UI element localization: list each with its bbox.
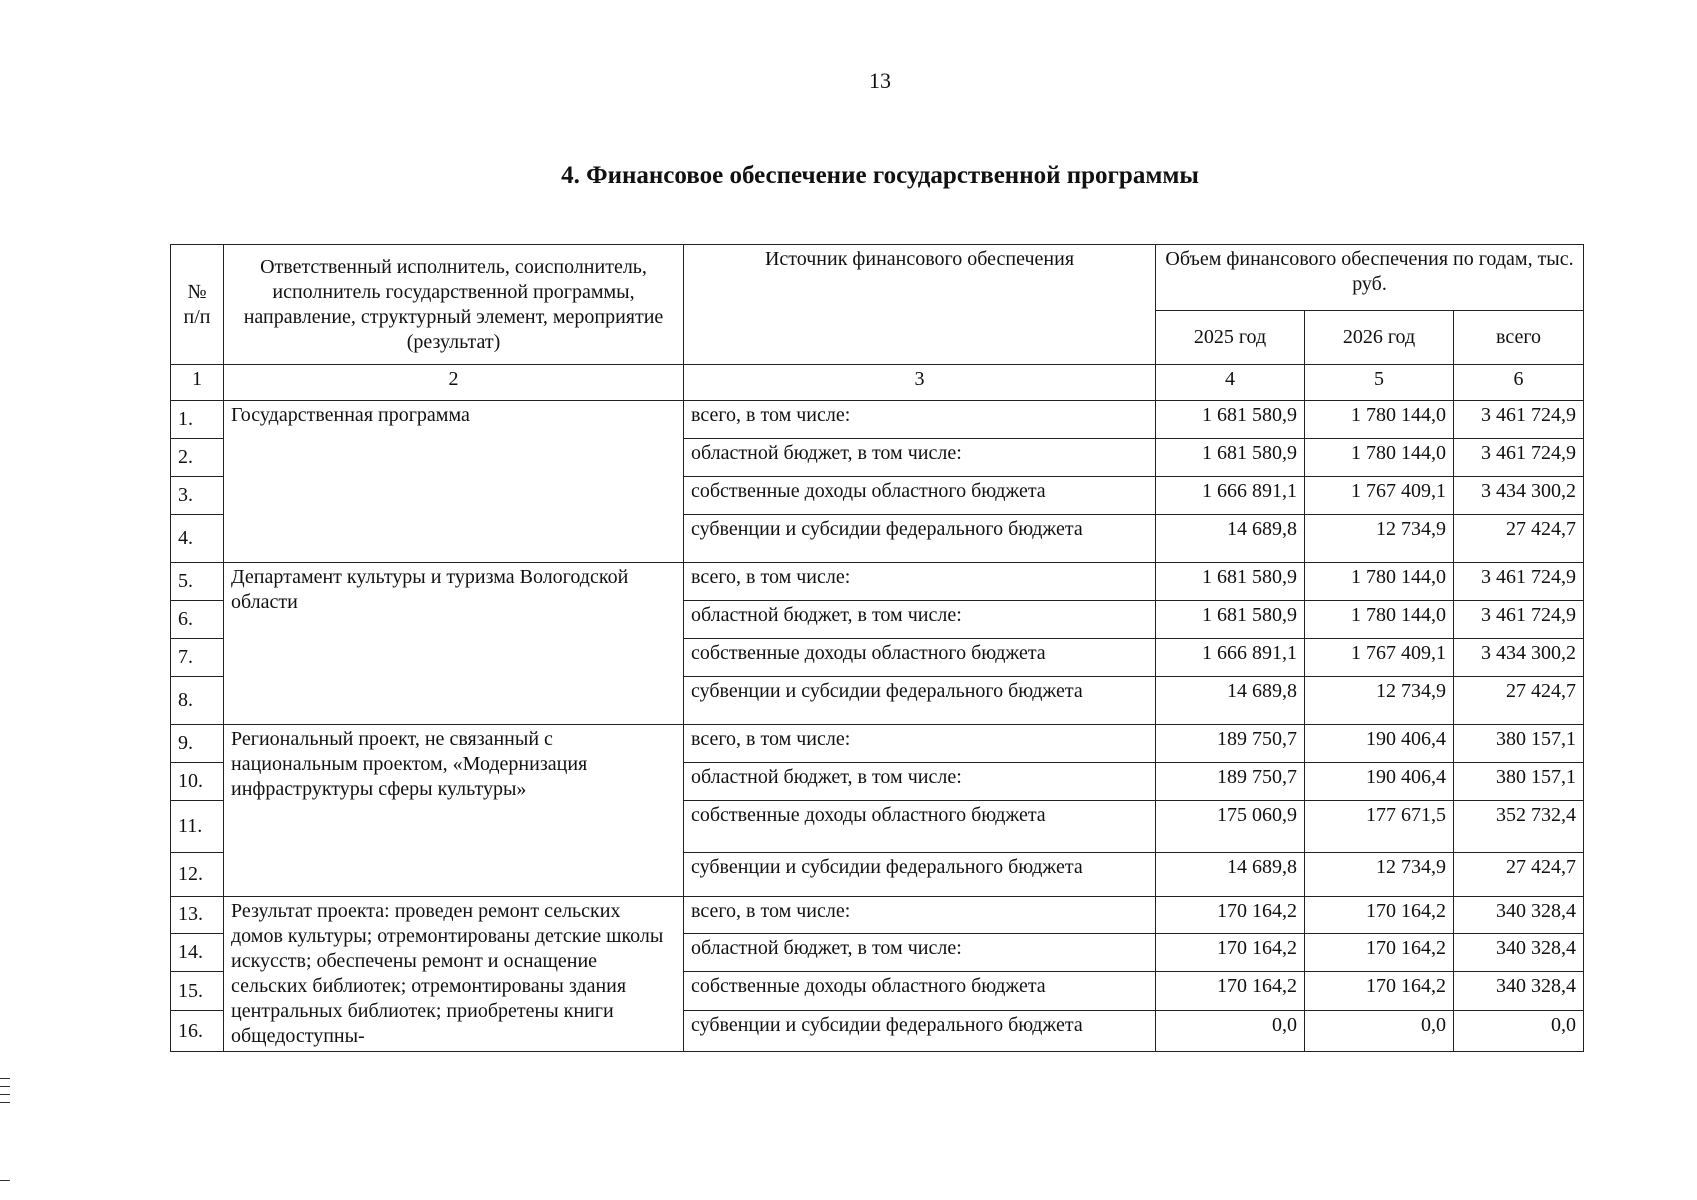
page-number: 13 [869, 68, 891, 93]
value-2025: 14 689,8 [1156, 515, 1305, 563]
source-cell: всего, в том числе: [684, 897, 1156, 934]
row-number: 10. [171, 763, 224, 801]
source-cell: собственные доходы областного бюджета [684, 801, 1156, 853]
header-volume: Объем финансового обеспечения по годам, тыс. руб. [1156, 245, 1584, 311]
value-2026: 12 734,9 [1305, 677, 1454, 725]
source-cell: собственные доходы областного бюджета [684, 972, 1156, 1011]
value-2026: 1 780 144,0 [1305, 439, 1454, 477]
margin-mark [0, 1078, 10, 1079]
value-total: 380 157,1 [1454, 763, 1584, 801]
table-row [171, 897, 1584, 934]
source-cell: всего, в том числе: [684, 563, 1156, 601]
row-number: 15. [171, 972, 224, 1011]
margin-mark [0, 1102, 10, 1103]
row-number: 9. [171, 725, 224, 763]
source-cell: областной бюджет, в том числе: [684, 933, 1156, 972]
row-number: 3. [171, 477, 224, 515]
column-number: 6 [1454, 365, 1584, 401]
source-cell: субвенции и субсидии федерального бюджета [684, 853, 1156, 897]
margin-mark [0, 1180, 10, 1181]
value-2026: 190 406,4 [1305, 763, 1454, 801]
row-number: 8. [171, 677, 224, 725]
source-cell: всего, в том числе: [684, 401, 1156, 439]
source-cell: собственные доходы областного бюджета [684, 639, 1156, 677]
value-2025: 170 164,2 [1156, 897, 1305, 934]
source-cell: всего, в том числе: [684, 725, 1156, 763]
row-number: 1. [171, 401, 224, 439]
header-num: № п/п [171, 245, 224, 365]
column-numbers-row [171, 365, 1584, 401]
row-number: 7. [171, 639, 224, 677]
value-total: 3 461 724,9 [1454, 563, 1584, 601]
value-2025: 0,0 [1156, 1011, 1305, 1052]
value-2026: 0,0 [1305, 1011, 1454, 1052]
value-total: 27 424,7 [1454, 853, 1584, 897]
responsible-cell: Государственная программа [224, 401, 684, 563]
value-2026: 1 780 144,0 [1305, 601, 1454, 639]
column-number: 4 [1156, 365, 1305, 401]
responsible-cell: Результат проекта: проведен ремонт сельских домов культуры; отремонтированы детские школы искусств; обеспечены ремонт и оснащение сельских библиотек; отремонтированы здания центральных библиотек; приобретены книги общедоступны- [224, 897, 684, 1052]
column-number: 1 [171, 365, 224, 401]
value-2026: 1 767 409,1 [1305, 477, 1454, 515]
column-number: 3 [684, 365, 1156, 401]
header-total: всего [1454, 311, 1584, 365]
value-total: 380 157,1 [1454, 725, 1584, 763]
table-body [171, 401, 1584, 1052]
margin-mark [0, 1086, 10, 1087]
responsible-cell: Департамент культуры и туризма Вологодской области [224, 563, 684, 725]
row-number: 4. [171, 515, 224, 563]
column-number: 5 [1305, 365, 1454, 401]
source-cell: субвенции и субсидии федерального бюджета [684, 515, 1156, 563]
value-2026: 190 406,4 [1305, 725, 1454, 763]
source-cell: собственные доходы областного бюджета [684, 477, 1156, 515]
value-2025: 1 681 580,9 [1156, 563, 1305, 601]
source-cell: областной бюджет, в том числе: [684, 601, 1156, 639]
table-row [171, 563, 1584, 601]
value-total: 27 424,7 [1454, 677, 1584, 725]
value-2025: 1 681 580,9 [1156, 601, 1305, 639]
value-total: 3 461 724,9 [1454, 401, 1584, 439]
value-2025: 170 164,2 [1156, 933, 1305, 972]
row-number: 12. [171, 853, 224, 897]
source-cell: областной бюджет, в том числе: [684, 763, 1156, 801]
header-year-2026: 2026 год [1305, 311, 1454, 365]
row-number: 13. [171, 897, 224, 934]
row-number: 16. [171, 1011, 224, 1052]
value-total: 352 732,4 [1454, 801, 1584, 853]
value-2026: 1 780 144,0 [1305, 401, 1454, 439]
value-2026: 1 780 144,0 [1305, 563, 1454, 601]
source-cell: субвенции и субсидии федерального бюджета [684, 1011, 1156, 1052]
header-year-2025: 2025 год [1156, 311, 1305, 365]
value-total: 27 424,7 [1454, 515, 1584, 563]
value-2025: 1 681 580,9 [1156, 401, 1305, 439]
row-number: 2. [171, 439, 224, 477]
value-2025: 1 666 891,1 [1156, 477, 1305, 515]
row-number: 6. [171, 601, 224, 639]
value-2025: 14 689,8 [1156, 853, 1305, 897]
value-2026: 170 164,2 [1305, 897, 1454, 934]
column-number: 2 [224, 365, 684, 401]
header-responsible: Ответственный исполнитель, соисполнитель, исполнитель государственной программы, направление, структурный элемент, мероприятие (результат) [224, 245, 684, 365]
value-2026: 170 164,2 [1305, 972, 1454, 1011]
table-row [171, 401, 1584, 439]
page-title: 4. Финансовое обеспечение государственной программы [561, 162, 1199, 189]
source-cell: субвенции и субсидии федерального бюджета [684, 677, 1156, 725]
header-source: Источник финансового обеспечения [684, 245, 1156, 365]
value-total: 340 328,4 [1454, 972, 1584, 1011]
value-total: 340 328,4 [1454, 933, 1584, 972]
table-row [171, 725, 1584, 763]
value-total: 3 434 300,2 [1454, 477, 1584, 515]
responsible-cell: Региональный проект, не связанный с национальным проектом, «Модернизация инфраструктуры сферы культуры» [224, 725, 684, 897]
value-total: 3 461 724,9 [1454, 601, 1584, 639]
value-2026: 12 734,9 [1305, 853, 1454, 897]
value-total: 0,0 [1454, 1011, 1584, 1052]
row-number: 5. [171, 563, 224, 601]
value-2025: 189 750,7 [1156, 725, 1305, 763]
value-2026: 170 164,2 [1305, 933, 1454, 972]
value-2025: 14 689,8 [1156, 677, 1305, 725]
value-2026: 177 671,5 [1305, 801, 1454, 853]
value-2026: 12 734,9 [1305, 515, 1454, 563]
value-2026: 1 767 409,1 [1305, 639, 1454, 677]
row-number: 14. [171, 933, 224, 972]
value-total: 340 328,4 [1454, 897, 1584, 934]
value-total: 3 461 724,9 [1454, 439, 1584, 477]
source-cell: областной бюджет, в том числе: [684, 439, 1156, 477]
financing-table [170, 244, 1584, 1052]
value-2025: 189 750,7 [1156, 763, 1305, 801]
value-2025: 175 060,9 [1156, 801, 1305, 853]
value-2025: 1 666 891,1 [1156, 639, 1305, 677]
value-2025: 170 164,2 [1156, 972, 1305, 1011]
value-2025: 1 681 580,9 [1156, 439, 1305, 477]
value-total: 3 434 300,2 [1454, 639, 1584, 677]
table-header [171, 245, 1584, 401]
row-number: 11. [171, 801, 224, 853]
margin-mark [0, 1094, 10, 1095]
